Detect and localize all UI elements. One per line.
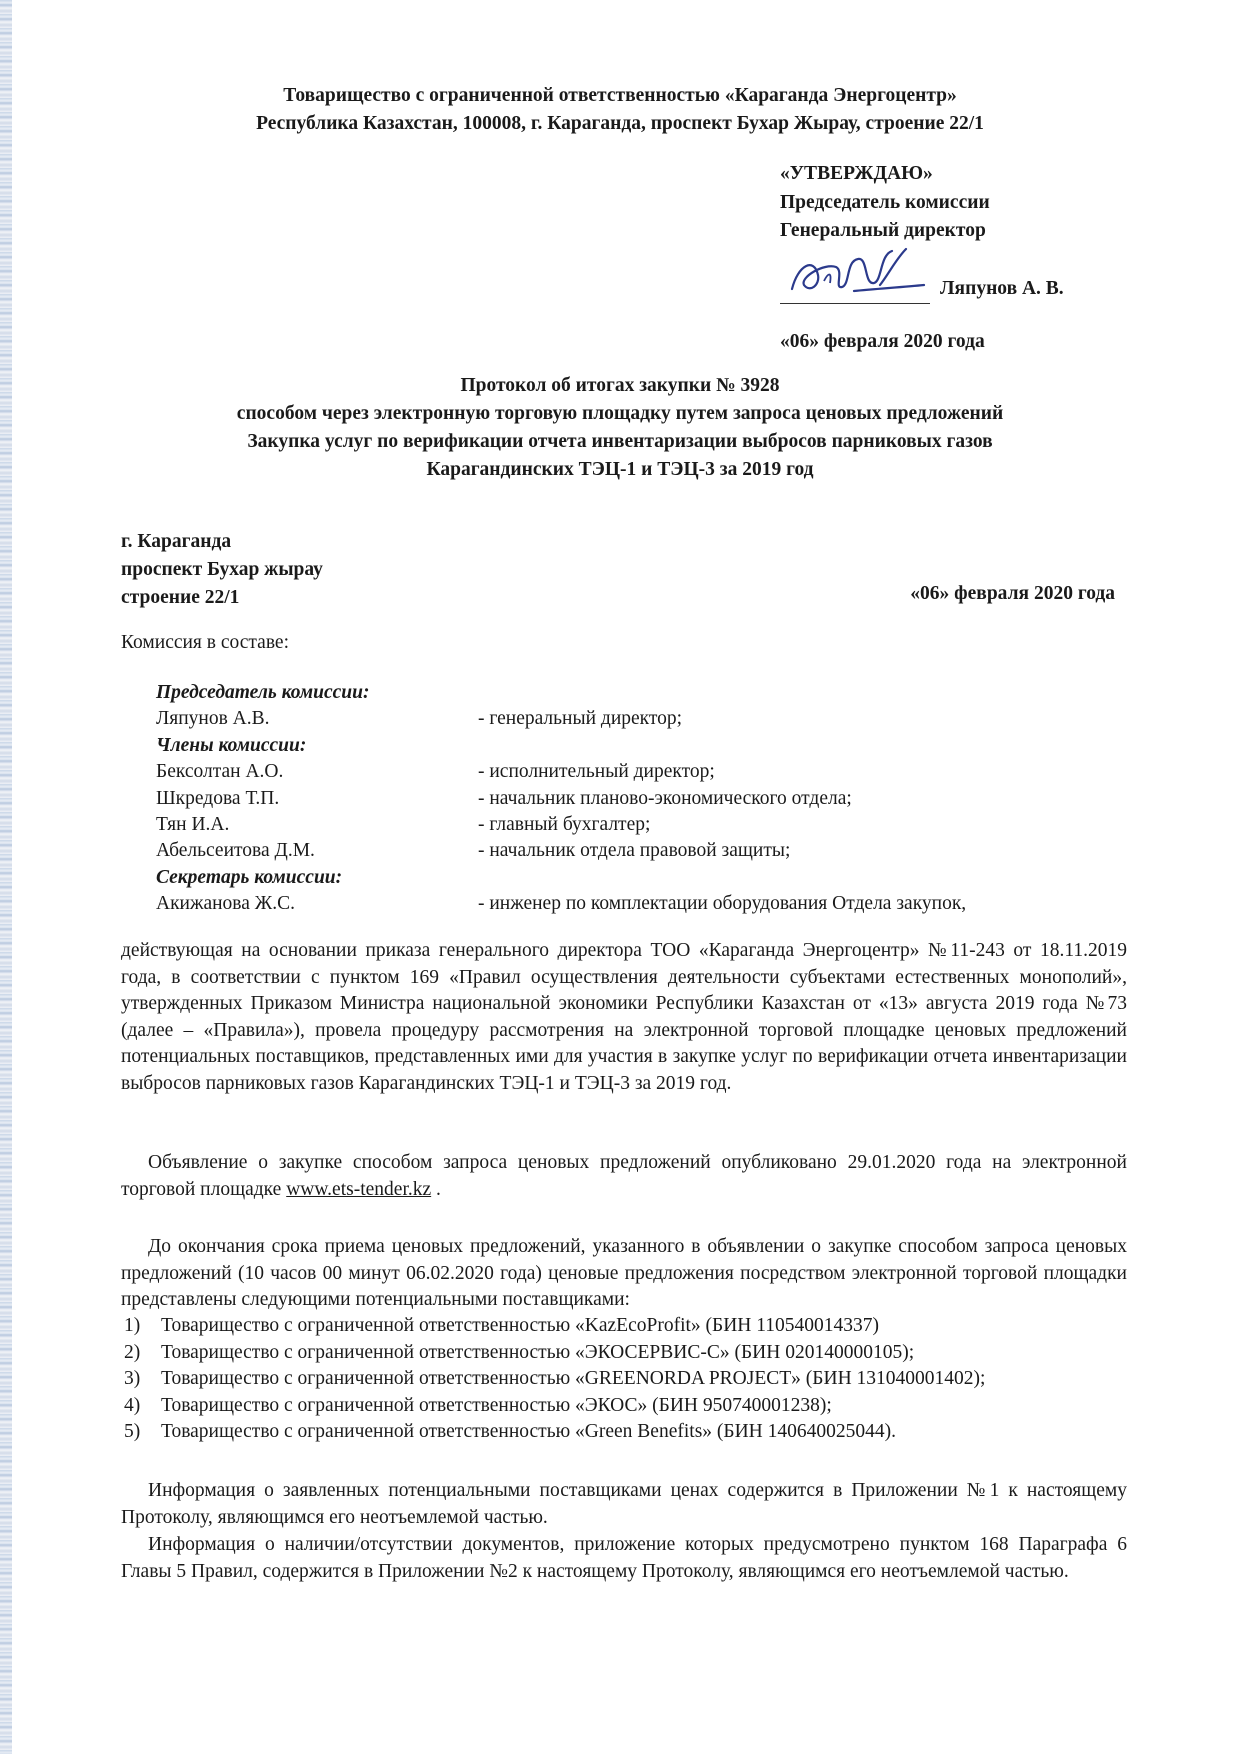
supplier-list [121, 1313, 1127, 1446]
list-item [121, 1313, 1127, 1340]
list-item [121, 1366, 1127, 1393]
place-block [121, 528, 323, 612]
list-item-number: 5) [124, 1421, 141, 1442]
member-name: Бексолтан А.О. [156, 761, 284, 783]
list-item-number: 4) [124, 1394, 141, 1416]
commission-intro: Комиссия в составе: [121, 632, 289, 653]
member-name: Шкредова Т.П. [156, 787, 280, 809]
member-row [156, 759, 966, 785]
list-item-text: Товарищество с ограниченной ответственностью «Green Benefits» (БИН 140640025044). [161, 1421, 897, 1442]
list-item-text: Товарищество с ограниченной ответственностью «ЭКОСЕРВИС-С» (БИН 020140000105); [161, 1341, 915, 1363]
approval-stamp: «УТВЕРЖДАЮ» [780, 163, 933, 184]
body-paragraph-1: действующая на основании приказа генерального директора ТОО «Караганда Энергоцентр» №11-243 от 18.11.2019 года, в соответствии с пунктом 169 «Правил осуществления деятельности субъектами естественных монополий», утвержденных Приказом Министра национальной экономики Республики Казахстан от «13» августа 2019 года №73 (далее – «Правила»), провела процедуру рассмотрения на электронной торговой площадке ценовых предложений потенциальных поставщиков, представленных ими для участия в закупке услуг по верификации отчета инвентаризации выбросов парниковых газов Карагандинских ТЭЦ-1 и ТЭЦ-3 за 2019 год. [121, 940, 1127, 1094]
body-paragraph-2 [121, 1150, 1127, 1203]
body-paragraph-5: Информация о наличии/отсутствии документов, приложение которых предусмотрено пунктом 168 Параграфа 6 Главы 5 Правил, содержится в Приложении №2 к настоящему Протоколу, являющимся его неотъемлемой частью. [121, 1534, 1127, 1582]
title-line-2: способом через электронную торговую площадку путем запроса ценовых предложений [236, 403, 1004, 424]
member-role: - начальник планово-экономического отдела; [478, 787, 852, 809]
list-item-number: 3) [124, 1368, 141, 1389]
commission-members [156, 680, 966, 918]
organization-header [0, 82, 1240, 138]
list-item-text: Товарищество с ограниченной ответственностью «ЭКОС» (БИН 950740001238); [161, 1394, 832, 1416]
protocol-title [0, 372, 1240, 484]
approval-position-director: Генеральный директор [780, 220, 986, 241]
chair-heading: Председатель комиссии: [156, 682, 370, 703]
header-address: Республика Казахстан, 100008, г. Караганда, проспект Бухар Жырау, строение 22/1 [256, 113, 984, 134]
announcement-text-end: . [431, 1178, 441, 1200]
member-row [156, 891, 966, 917]
member-row [156, 812, 966, 838]
list-item [121, 1340, 1127, 1367]
approval-block [780, 160, 1110, 356]
place-building: строение 22/1 [121, 587, 240, 608]
member-name: Абельсеитова Д.М. [156, 840, 315, 862]
member-role: - главный бухгалтер; [478, 813, 651, 835]
body-paragraph-3: До окончания срока приема ценовых предложений, указанного в объявлении о закупке способом запроса ценовых предложений (10 часов 00 минут 06.02.2020 года) ценовые предложения посредством электронной торговой площадки представлены следующими потенциальными поставщиками: [121, 1236, 1127, 1310]
title-line-1: Протокол об итогах закупки № 3928 [460, 375, 780, 396]
handwritten-signature-icon [784, 245, 934, 305]
list-item-text: Товарищество с ограниченной ответственностью «GREENORDA PROJECT» (БИН 131040001402); [161, 1368, 986, 1389]
member-row [156, 706, 966, 732]
ets-tender-link[interactable]: www.ets-tender.kz [286, 1178, 432, 1200]
approval-position-chair: Председатель комиссии [780, 191, 990, 213]
member-name: Акижанова Ж.С. [156, 893, 296, 915]
place-city: г. Караганда [121, 531, 232, 552]
member-role: - исполнительный директор; [478, 761, 715, 783]
list-item-number: 2) [124, 1341, 141, 1363]
list-item-number: 1) [124, 1315, 141, 1336]
title-line-4: Карагандинских ТЭЦ-1 и ТЭЦ-3 за 2019 год [426, 459, 814, 480]
member-name: Ляпунов А.В. [156, 708, 270, 730]
member-row [156, 838, 966, 864]
list-item-text: Товарищество с ограниченной ответственностью «KazEcoProfit» (БИН 110540014337) [161, 1315, 880, 1336]
list-item [121, 1419, 1127, 1446]
list-item [121, 1393, 1127, 1420]
place-street: проспект Бухар жырау [121, 559, 323, 580]
member-role: - начальник отдела правовой защиты; [478, 840, 791, 862]
secretary-heading: Секретарь комиссии: [156, 866, 343, 888]
member-role: - генеральный директор; [478, 708, 683, 730]
approval-date: «06» февраля 2020 года [780, 330, 985, 352]
body-paragraph-4: Информация о заявленных потенциальными поставщиками ценах содержится в Приложении №1 к настоящему Протоколу, являющимся его неотъемлемой частью. [121, 1480, 1127, 1528]
header-org-name: Товарищество с ограниченной ответственностью «Караганда Энергоцентр» [283, 85, 957, 106]
signature-line [780, 246, 1110, 304]
members-heading: Члены комиссии: [156, 734, 307, 756]
approval-signatory: Ляпунов А. В. [940, 278, 1064, 299]
member-name: Тян И.А. [156, 813, 230, 835]
protocol-date: «06» февраля 2020 года [910, 583, 1115, 604]
title-line-3: Закупка услуг по верификации отчета инвентаризации выбросов парниковых газов [247, 431, 993, 452]
member-row [156, 786, 966, 812]
member-role: - инженер по комплектации оборудования Отдела закупок, [478, 893, 967, 915]
announcement-text: Объявление о закупке способом запроса ценовых предложений опубликовано 29.01.2020 года на электронной торговой площадке [121, 1152, 1127, 1200]
signature-field [780, 251, 930, 304]
